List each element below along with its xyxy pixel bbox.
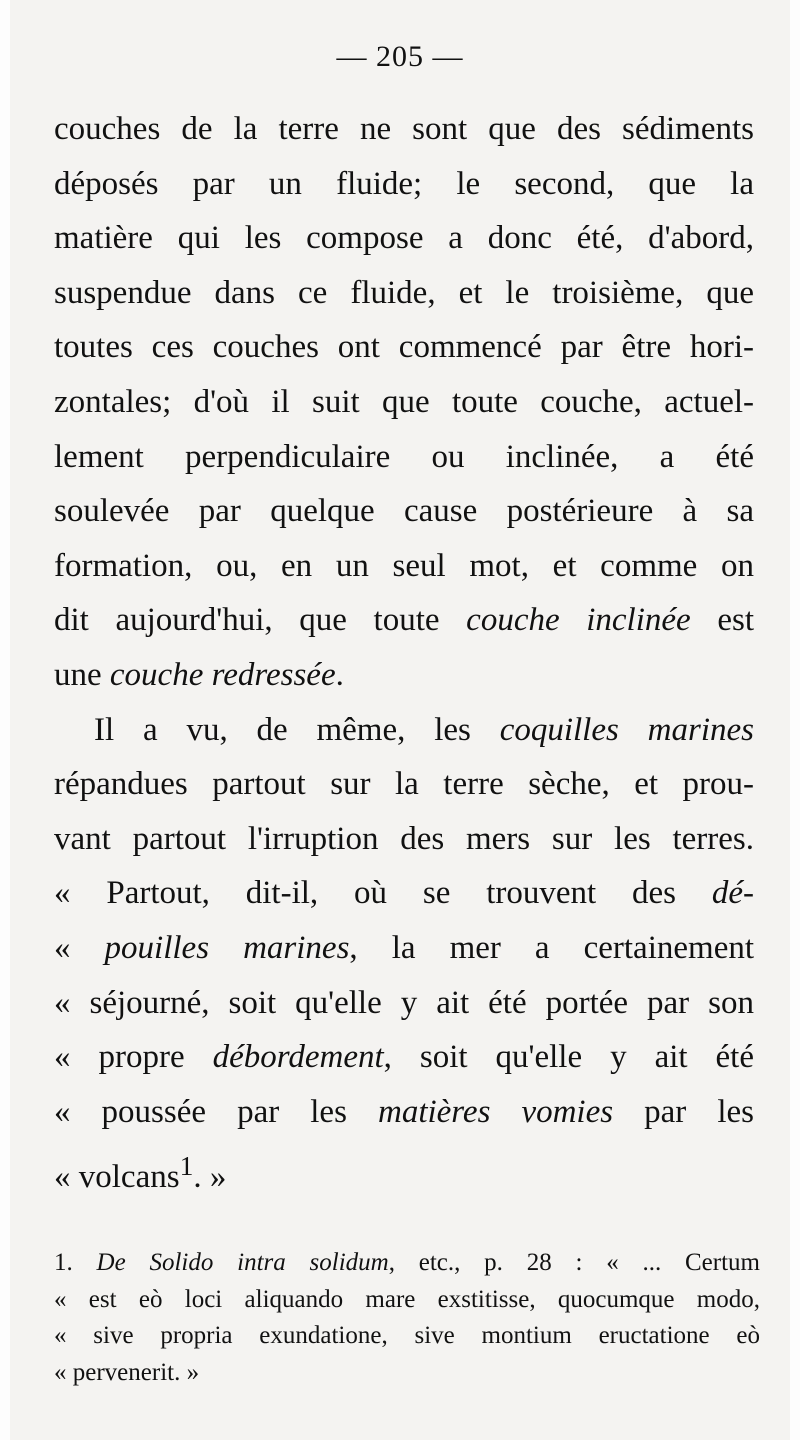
footnote-marker: 1.: [54, 1249, 97, 1276]
text-line: [54, 1085, 754, 1140]
footnote-line: « est eò loci aliquando mare exstitisse, quocumque modo,: [54, 1285, 760, 1313]
footnote-line: « pervenerit. »: [54, 1358, 200, 1386]
text-segment: , la mer a certainement: [349, 929, 755, 966]
italic-phrase: couche inclinée: [466, 602, 691, 639]
text-line: matière qui les compose a donc été, d'abord,: [54, 220, 754, 257]
text-segment: est: [690, 602, 754, 639]
text-line: zontales; d'où il suit que toute couche, actuel-: [54, 383, 754, 420]
text-segment: « Partout, dit-il, où se trouvent des: [54, 875, 712, 912]
text-line: répandues partout sur la terre sèche, et prou-: [54, 766, 754, 803]
text-line: [54, 866, 754, 921]
text-line: [54, 648, 754, 703]
text-segment: Il a vu, de même, les: [94, 711, 500, 748]
footnote-line: [54, 1245, 760, 1282]
footnote-block: [54, 1245, 760, 1391]
text-line: [54, 921, 754, 976]
text-segment: «: [54, 929, 105, 966]
footnote-title: De Solido intra solidum: [96, 1249, 389, 1276]
text-segment: , etc., p. 28 : « ... Certum: [388, 1249, 760, 1276]
italic-phrase: couche redressée: [109, 656, 336, 693]
italic-phrase: matières vomies: [377, 1093, 614, 1130]
text-segment: par les: [613, 1093, 755, 1130]
text-segment: « volcans: [54, 1159, 180, 1196]
italic-phrase: coquilles marines: [499, 711, 754, 748]
main-text: [54, 102, 754, 1194]
footnote-line: « sive propria exundatione, sive montium eructatione eò: [54, 1322, 760, 1349]
italic-phrase: débordement: [212, 1039, 384, 1076]
text-segment: .: [335, 656, 344, 693]
text-line: toutes ces couches ont commencé par être hori-: [54, 329, 754, 366]
footnote-reference: 1: [179, 1150, 194, 1182]
text-line: [54, 1030, 754, 1085]
text-line: couches de la terre ne sont que des sédiments: [54, 111, 754, 147]
text-line: déposés par un fluide; le second, que la: [54, 165, 754, 202]
text-line: soulevée par quelque cause postérieure à sa: [54, 493, 754, 530]
text-segment: « propre: [54, 1039, 213, 1076]
text-line: [54, 593, 754, 648]
text-line: « séjourné, soit qu'elle y ait été portée par son: [54, 984, 754, 1021]
text-segment: , soit qu'elle y ait été: [383, 1039, 754, 1076]
text-line: suspendue dans ce fluide, et le troisième, que: [54, 274, 754, 311]
text-line: lement perpendiculaire ou inclinée, a été: [54, 438, 754, 475]
text-segment: une: [54, 656, 110, 693]
italic-phrase: dé-: [711, 875, 754, 912]
text-segment: « poussée par les: [54, 1093, 378, 1130]
italic-phrase: pouilles marines: [104, 929, 350, 966]
text-line: formation, ou, en un seul mot, et comme on: [54, 547, 754, 584]
text-segment: dit aujourd'hui, que toute: [54, 602, 467, 639]
text-line: vant partout l'irruption des mers sur les terres.: [54, 820, 754, 857]
text-line: [54, 1139, 754, 1194]
text-segment: . »: [193, 1159, 227, 1196]
text-line: [54, 703, 754, 758]
page-number-header: — 205 —: [336, 40, 464, 73]
